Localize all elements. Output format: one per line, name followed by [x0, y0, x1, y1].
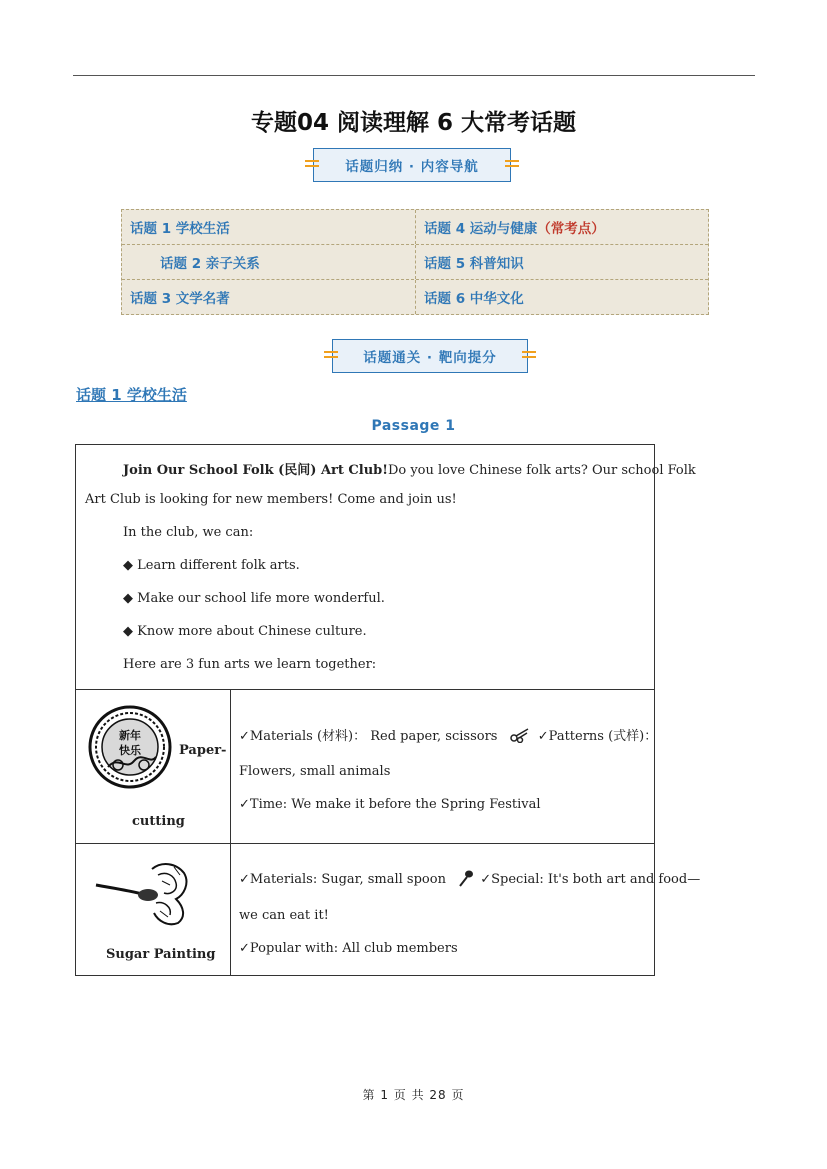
- svg-text:快乐: 快乐: [119, 744, 141, 757]
- nav-topic-3[interactable]: 话题 3 文学名著: [130, 291, 230, 307]
- diamond-bullet-icon: ◆: [123, 558, 138, 573]
- svg-text:新年: 新年: [119, 729, 141, 742]
- diamond-bullet-icon: ◆: [123, 591, 138, 606]
- detail-line: ✓Time: We make it before the Spring Festival: [239, 797, 541, 812]
- hot-tag: （常考点）: [537, 221, 605, 237]
- section-link-topic-1[interactable]: 话题 1 学校生活: [76, 386, 187, 404]
- art-row-paper-cutting: [76, 689, 658, 844]
- art-name-part2: cutting: [132, 814, 185, 829]
- page-title: 专题04 阅读理解 6 大常考话题: [250, 110, 577, 136]
- nav-topic-5[interactable]: 话题 5 科普知识: [415, 245, 708, 279]
- header-rule: [73, 75, 755, 76]
- nav-row: [122, 245, 708, 280]
- paper-cutting-image: [88, 705, 172, 789]
- detail-line: we can eat it!: [239, 908, 329, 923]
- nav-row: [122, 210, 708, 245]
- passage-intro: [76, 445, 696, 690]
- intro-line: Here are 3 fun arts we learn together:: [123, 657, 377, 672]
- nav-topic-6[interactable]: 话题 6 中华文化: [415, 280, 708, 314]
- club-headline: Join Our School Folk (民间) Art Club!: [123, 463, 388, 478]
- intro-line: Art Club is looking for new members! Come and join us!: [85, 492, 457, 507]
- target-banner: [332, 339, 528, 373]
- art-name: Sugar Painting: [106, 947, 216, 962]
- detail-line: ✓Materials: Sugar, small spoon ✓Special: It's both art and food—: [239, 869, 700, 887]
- detail-line: ✓Popular with: All club members: [239, 941, 458, 956]
- double-bar-icon: [522, 348, 536, 364]
- double-bar-icon: [505, 157, 519, 173]
- bullet-item: ◆ Make our school life more wonderful.: [123, 591, 385, 606]
- detail-line: Flowers, small animals: [239, 764, 391, 779]
- nav-topic-4[interactable]: 话题 4 运动与健康 （常考点）: [415, 210, 708, 244]
- nav-banner: [313, 148, 511, 182]
- nav-topic-2[interactable]: 话题 2 亲子关系: [160, 256, 260, 272]
- nav-row: [122, 280, 708, 314]
- nav-banner-label: 话题归纳 · 内容导航: [345, 159, 479, 175]
- target-banner-label: 话题通关 · 靶向提分: [363, 350, 497, 366]
- page-footer: 第 1 页 共 28 页: [362, 1088, 465, 1102]
- spoon-icon: [458, 869, 474, 887]
- bullet-item: ◆ Know more about Chinese culture.: [123, 624, 367, 639]
- art-name-cell: [76, 843, 231, 975]
- art-row-sugar-painting: [76, 843, 701, 975]
- art-name-part1: Paper-: [179, 743, 227, 758]
- double-bar-icon: [305, 157, 319, 173]
- detail-line: ✓Materials (材料)： Red paper, scissors ✓Patterns (式样)：: [239, 729, 658, 744]
- intro-line: In the club, we can:: [123, 525, 254, 540]
- bullet-item: ◆ Learn different folk arts.: [123, 558, 300, 573]
- art-name-cell: [76, 689, 231, 843]
- diamond-bullet-icon: ◆: [123, 624, 138, 639]
- passage-box: [75, 444, 701, 976]
- sugar-painting-image: [88, 855, 192, 929]
- topic-navigation-table: [121, 209, 709, 315]
- scissors-icon: [510, 727, 530, 743]
- passage-label: Passage 1: [371, 418, 456, 434]
- nav-topic-1[interactable]: 话题 1 学校生活: [130, 221, 230, 237]
- double-bar-icon: [324, 348, 338, 364]
- intro-line: Join Our School Folk (民间) Art Club!Do you love Chinese folk arts? Our school Folk: [123, 463, 696, 478]
